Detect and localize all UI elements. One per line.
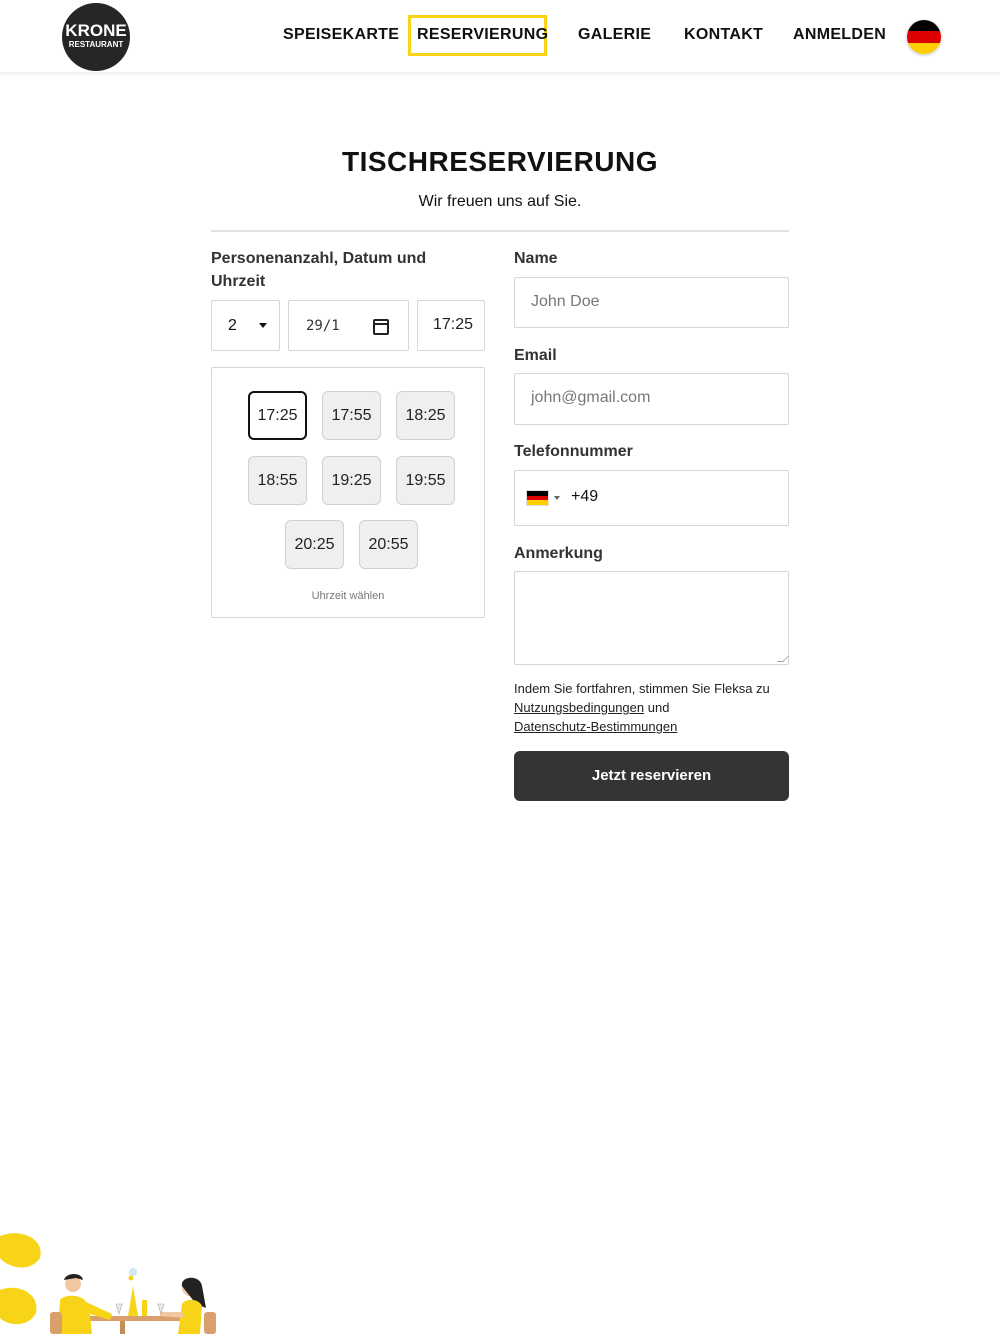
time-input[interactable] [417,300,485,351]
phone-label: Telefonnummer [514,443,633,460]
flower-shape [129,1276,134,1281]
booking-label-line1: Personenanzahl, Datum und [211,250,427,267]
time-slot[interactable]: 18:55 [248,456,307,505]
title-divider [211,230,789,232]
terms-link[interactable]: Nutzungsbedingungen [514,700,645,715]
bottle-shape [142,1300,147,1316]
email-label: Email [514,347,557,364]
table-leg [120,1321,125,1334]
time-slot[interactable]: 19:25 [322,456,381,505]
note-textarea[interactable] [514,571,789,665]
flower-shape [129,1268,137,1276]
time-value: 17:25 [433,316,474,333]
logo-line2: RESTAURANT [68,40,124,49]
chevron-down-icon [259,323,267,328]
time-slot[interactable]: 17:25 [248,391,307,440]
email-field[interactable] [514,373,789,425]
terms-text [514,679,794,736]
german-flag-icon[interactable] [526,490,549,506]
name-placeholder: John Doe [531,293,600,310]
note-label: Anmerkung [514,545,603,562]
time-slot[interactable]: 18:25 [396,391,455,440]
calendar-icon[interactable] [373,319,389,335]
wine-glass [116,1304,122,1314]
chevron-down-icon[interactable] [554,496,560,500]
vase-shape [128,1286,138,1316]
restaurant-logo[interactable] [62,3,130,71]
privacy-link[interactable]: Datenschutz-Bestimmungen [514,719,678,734]
time-slot[interactable]: 17:55 [322,391,381,440]
time-slot[interactable]: 20:25 [285,520,344,569]
page-title: TISCHRESERVIERUNG [341,146,659,177]
name-field[interactable] [514,277,789,328]
phone-field[interactable] [514,470,789,526]
nav-speisekarte[interactable]: SPEISEKARTE [283,26,400,43]
logo-line1: KRONE [65,21,127,40]
nav-anmelden[interactable]: ANMELDEN [793,26,887,43]
name-label: Name [514,250,558,267]
dining-couple-illustration [0,1228,225,1334]
email-placeholder: john@gmail.com [531,389,651,406]
terms-prefix: Indem Sie fortfahren, stimmen Sie Fleksa zu [514,681,770,696]
booking-label-line2: Uhrzeit [211,273,266,290]
date-input[interactable] [288,300,409,351]
german-flag-icon[interactable] [907,20,941,54]
man-body [58,1296,112,1334]
page-subtitle: Wir freuen uns auf Sie. [418,193,582,210]
time-slot[interactable]: 19:55 [396,456,455,505]
nav-reservierung[interactable]: RESERVIERUNG [417,26,549,43]
leaf-shape [0,1288,36,1324]
resize-handle-icon[interactable] [777,656,789,662]
terms-and: und [647,700,670,715]
persons-select[interactable] [211,300,280,351]
chair-left [50,1312,62,1334]
date-value: 29/1 [306,318,340,334]
phone-country-code: +49 [571,488,599,505]
persons-value: 2 [228,317,237,334]
chair-right [204,1312,216,1334]
reserve-button[interactable]: Jetzt reservieren [514,751,789,801]
time-slot[interactable]: 20:55 [359,520,418,569]
leaf-shape [0,1233,41,1267]
nav-kontakt[interactable]: KONTAKT [684,26,764,43]
slot-hint: Uhrzeit wählen [311,590,385,602]
site-header [0,0,1000,72]
nav-galerie[interactable]: GALERIE [578,26,652,43]
